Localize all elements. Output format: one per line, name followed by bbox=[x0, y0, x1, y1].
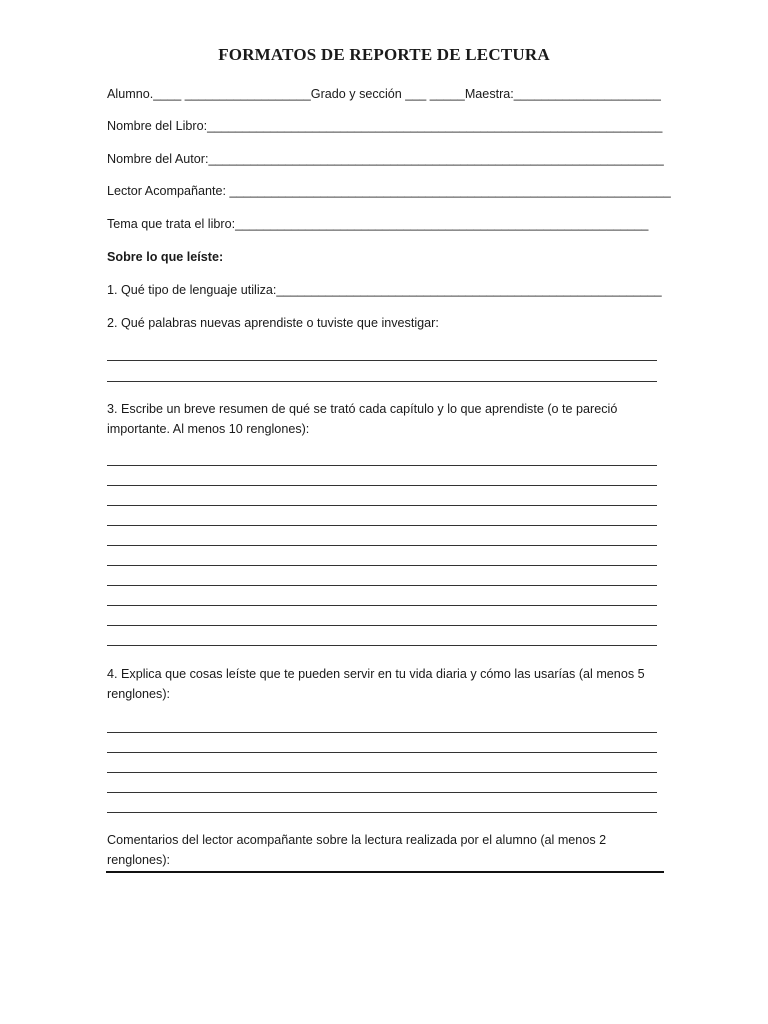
student-info-line[interactable]: Alumno.____ __________________Grado y sección ___ _____Maestra:_____________________ bbox=[107, 87, 661, 101]
answer-line-q3-10[interactable] bbox=[107, 645, 657, 646]
answer-line-q4-2[interactable] bbox=[107, 752, 657, 753]
author-name-field[interactable]: Nombre del Autor:_________________________________________________________________ bbox=[107, 152, 664, 166]
question-1-field[interactable]: 1. Qué tipo de lenguaje utiliza:_______________________________________________________ bbox=[107, 283, 662, 297]
question-3-label: 3. Escribe un breve resumen de qué se trató cada capítulo y lo que aprendiste (o te pareció importante. Al menos 10 renglones): bbox=[107, 402, 618, 436]
answer-line-q3-2[interactable] bbox=[107, 485, 657, 486]
answer-line-q2-1[interactable] bbox=[107, 360, 657, 361]
answer-line-q2-2[interactable] bbox=[107, 381, 657, 382]
answer-line-q3-8[interactable] bbox=[107, 605, 657, 606]
answer-line-q3-9[interactable] bbox=[107, 625, 657, 626]
answer-line-q3-6[interactable] bbox=[107, 565, 657, 566]
page-title: FORMATOS DE REPORTE DE LECTURA bbox=[218, 45, 550, 64]
answer-line-q4-5[interactable] bbox=[107, 812, 657, 813]
answer-line-q4-1[interactable] bbox=[107, 732, 657, 733]
answer-line-q4-3[interactable] bbox=[107, 772, 657, 773]
answer-line-q3-4[interactable] bbox=[107, 525, 657, 526]
book-topic-field[interactable]: Tema que trata el libro:___________________________________________________________ bbox=[107, 217, 649, 231]
answer-line-q4-4[interactable] bbox=[107, 792, 657, 793]
answer-line-q3-1[interactable] bbox=[107, 465, 657, 466]
book-name-field[interactable]: Nombre del Libro:_________________________________________________________________ bbox=[107, 119, 663, 133]
comments-label: Comentarios del lector acompañante sobre la lectura realizada por el alumno (al menos 2 renglones): bbox=[107, 833, 607, 867]
question-4-label: 4. Explica que cosas leíste que te pueden servir en tu vida diaria y cómo las usarías (al menos 5 renglones): bbox=[107, 667, 645, 701]
comments-answer-line[interactable] bbox=[106, 871, 664, 873]
section-heading: Sobre lo que leíste: bbox=[107, 250, 224, 264]
answer-line-q3-3[interactable] bbox=[107, 505, 657, 506]
answer-line-q3-5[interactable] bbox=[107, 545, 657, 546]
question-2-label: 2. Qué palabras nuevas aprendiste o tuviste que investigar: bbox=[107, 316, 439, 330]
answer-line-q3-7[interactable] bbox=[107, 585, 657, 586]
companion-reader-field[interactable]: Lector Acompañante: _______________________________________________________________ bbox=[107, 184, 671, 198]
